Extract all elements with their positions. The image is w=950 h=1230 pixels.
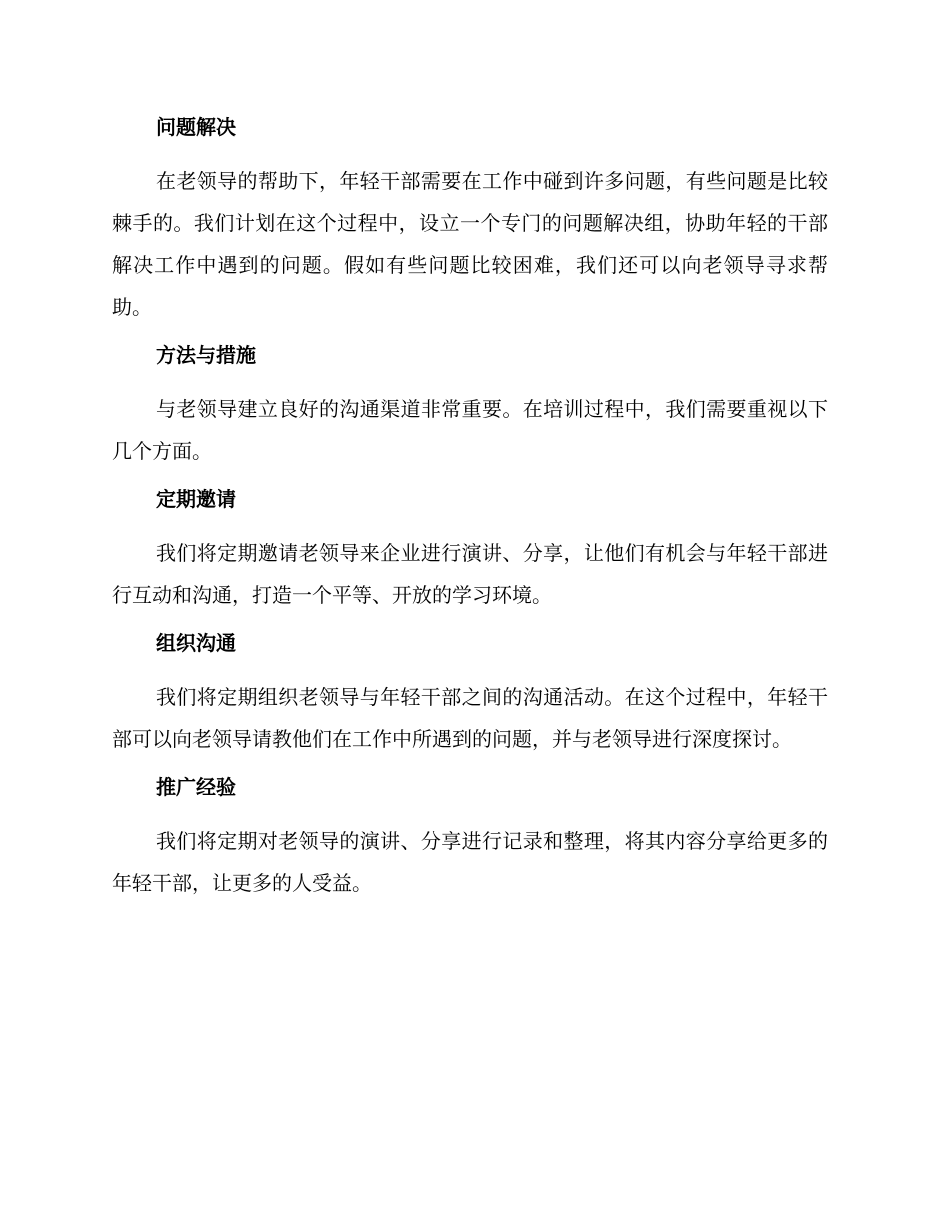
paragraph-regular-invitation: 我们将定期邀请老领导来企业进行演讲、分享，让他们有机会与年轻干部进行互动和沟通，打造一个平等、开放的学习环境。	[112, 541, 828, 607]
document-body	[112, 112, 828, 904]
paragraph-promote-experience: 我们将定期对老领导的演讲、分享进行记录和整理，将其内容分享给更多的年轻干部，让更多的人受益。	[112, 829, 828, 895]
section-heading-problem-solving: 问题解决	[156, 115, 236, 139]
paragraph-problem-solving: 在老领导的帮助下，年轻干部需要在工作中碰到许多问题，有些问题是比较棘手的。我们计划在这个过程中，设立一个专门的问题解决组，协助年轻的干部解决工作中遇到的问题。假如有些问题比较困难，我们还可以向老领导寻求帮助。	[112, 169, 828, 319]
section-heading-methods: 方法与措施	[156, 343, 256, 367]
paragraph-organize-communication: 我们将定期组织老领导与年轻干部之间的沟通活动。在这个过程中，年轻干部可以向老领导请教他们在工作中所遇到的问题，并与老领导进行深度探讨。	[112, 685, 828, 751]
section-heading-promote-experience: 推广经验	[156, 775, 236, 799]
paragraph-methods: 与老领导建立良好的沟通渠道非常重要。在培训过程中，我们需要重视以下几个方面。	[112, 397, 828, 463]
section-heading-regular-invitation: 定期邀请	[156, 487, 236, 511]
section-heading-organize-communication: 组织沟通	[156, 631, 236, 655]
